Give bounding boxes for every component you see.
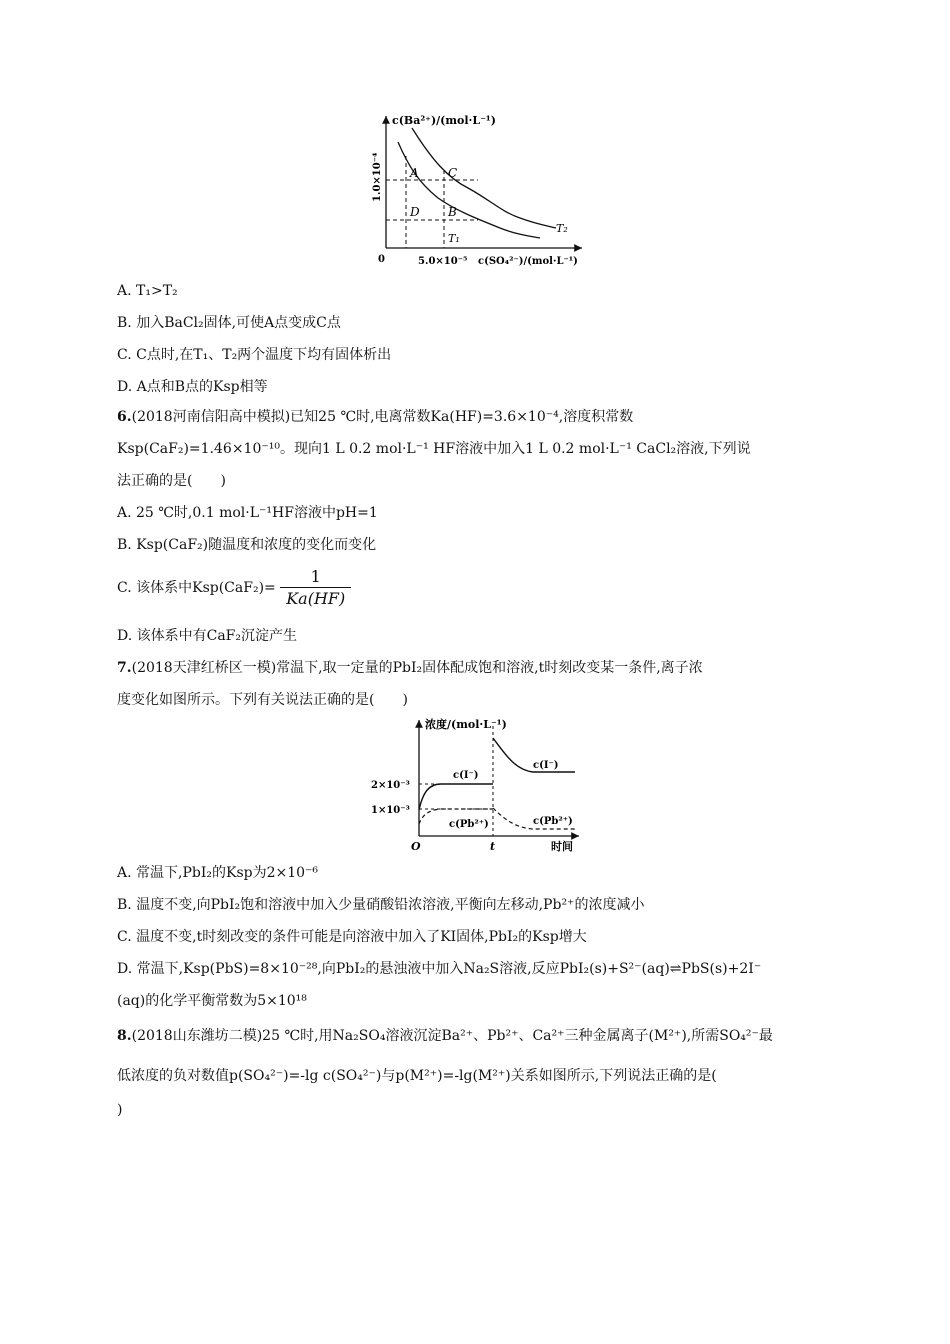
q7-stem-1: (2018天津红桥区一模)常温下,取一定量的PbI₂固体配成饱和溶液,t时刻改变某一条件,离子浓 xyxy=(131,660,703,676)
point-a: A xyxy=(410,166,419,180)
q6-line2: Ksp(CaF₂)=1.46×10⁻¹⁰。现向1 L 0.2 mol·L⁻¹ HF溶液中加入1 L 0.2 mol·L⁻¹ CaCl₂溶液,下列说 xyxy=(117,441,751,457)
x-axis-label: 时间 xyxy=(551,840,573,853)
tick-1e-3: 1×10⁻³ xyxy=(371,805,410,816)
q7-option-b: B. 温度不变,向PbI₂饱和溶液中加入少量硝酸铅浓溶液,平衡向左移动,Pb²⁺的浓度减小 xyxy=(117,897,645,913)
point-b: B xyxy=(448,205,457,219)
cpb-right-label: c(Pb²⁺) xyxy=(533,816,573,827)
curve-t2 xyxy=(412,128,556,228)
q6-number: 6. xyxy=(117,409,132,425)
q5-option-b: B. 加入BaCl₂固体,可使A点变成C点 xyxy=(117,315,341,331)
y-axis-label: 浓度/(mol·L⁻¹) xyxy=(425,718,507,731)
q6-option-b: B. Ksp(CaF₂)随温度和浓度的变化而变化 xyxy=(117,537,377,553)
q6-line3: 法正确的是( ) xyxy=(117,473,226,489)
q6-option-c xyxy=(117,564,351,612)
q6-option-c-text: C. 该体系中Ksp(CaF₂)= xyxy=(117,580,276,596)
t-label: t xyxy=(490,840,496,853)
curve-t1 xyxy=(398,142,540,238)
ksp-curve-figure xyxy=(360,110,600,270)
ci-right-label: c(I⁻) xyxy=(533,760,559,771)
q6-stem-1: (2018河南信阳高中模拟)已知25 ℃时,电离常数Ka(HF)=3.6×10⁻⁴,溶度积常数 xyxy=(131,409,634,425)
origin-label: 0 xyxy=(378,254,385,265)
x-axis-label: c(SO₄²⁻)/(mol·L⁻¹) xyxy=(478,256,578,267)
q8-line3: ) xyxy=(117,1102,123,1118)
ci-left-curve xyxy=(419,784,493,810)
origin-label: O xyxy=(411,840,421,853)
tick-2e-3: 2×10⁻³ xyxy=(371,780,410,791)
concentration-figure xyxy=(365,714,585,854)
q8-line2: 低浓度的负对数值p(SO₄²⁻)=-lg c(SO₄²⁻)与p(M²⁺)=-lg(M²⁺)关系如图所示,下列说法正确的是( xyxy=(117,1068,717,1084)
q8-line1 xyxy=(117,1026,773,1046)
q7-line1 xyxy=(117,658,703,678)
q5-option-d: D. A点和B点的Ksp相等 xyxy=(117,379,268,395)
ci-left-label: c(I⁻) xyxy=(453,770,479,781)
cpb-left-label: c(Pb²⁺) xyxy=(449,819,489,830)
q6-line1 xyxy=(117,407,633,427)
q7-option-d-line1: D. 常温下,Ksp(PbS)=8×10⁻²⁸,向PbI₂的悬浊液中加入Na₂S溶液,反应PbI₂(s)+S²⁻(aq)⇌PbS(s)+2I⁻ xyxy=(117,961,762,977)
q7-option-d-line2: (aq)的化学平衡常数为5×10¹⁸ xyxy=(117,993,307,1009)
q8-number: 8. xyxy=(117,1028,132,1044)
curve-t2-label: T₂ xyxy=(556,222,568,235)
fraction-numerator: 1 xyxy=(310,566,321,586)
q8-stem-1: (2018山东潍坊二模)25 ℃时,用Na₂SO₄溶液沉淀Ba²⁺、Pb²⁺、Ca²⁺三种金属离子(M²⁺),所需SO₄²⁻最 xyxy=(131,1028,773,1044)
x-tick-label: 5.0×10⁻⁵ xyxy=(418,256,468,267)
q7-number: 7. xyxy=(117,660,132,676)
y-tick-label: 1.0×10⁻⁴ xyxy=(372,152,383,202)
q5-option-c: C. C点时,在T₁、T₂两个温度下均有固体析出 xyxy=(117,347,392,363)
q7-line2: 度变化如图所示。下列有关说法正确的是( ) xyxy=(117,692,408,708)
fraction-denominator: Ka(HF) xyxy=(280,587,351,610)
point-d: D xyxy=(410,205,420,219)
point-c: C xyxy=(448,166,458,180)
q7-option-a: A. 常温下,PbI₂的Ksp为2×10⁻⁶ xyxy=(117,865,319,881)
q5-option-a: A. T₁>T₂ xyxy=(117,283,178,299)
q7-option-c: C. 温度不变,t时刻改变的条件可能是向溶液中加入了KI固体,PbI₂的Ksp增大 xyxy=(117,929,587,945)
q6-option-a: A. 25 ℃时,0.1 mol·L⁻¹HF溶液中pH=1 xyxy=(117,505,378,521)
q6-option-d: D. 该体系中有CaF₂沉淀产生 xyxy=(117,628,298,644)
curve-t1-label: T₁ xyxy=(448,232,460,245)
y-axis-label: c(Ba²⁺)/(mol·L⁻¹) xyxy=(392,114,496,127)
fraction xyxy=(280,567,351,610)
